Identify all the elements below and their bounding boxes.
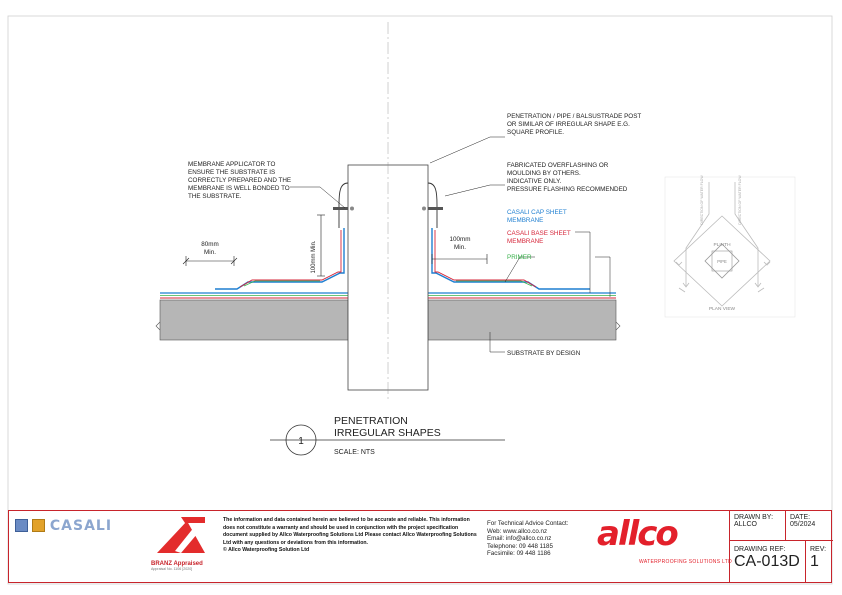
- detail-title-line2: IRREGULAR SHAPES: [334, 427, 441, 439]
- disclaimer-text: The information and data contained herein are believed to be accurate and reliable. This information does not constitute a warranty and should be used in conjunction with the project specification document supplied by Allco Waterproofing Solutions Ltd Please contact Allco Waterproofing Solutions Ltd with any questions or deviations from this information. © Allco Waterproofing Solution Ltd: [223, 517, 477, 553]
- title-block: [8, 510, 832, 583]
- info-grid: [729, 511, 833, 582]
- detail-scale: SCALE: NTS: [334, 449, 375, 456]
- casali-logo: CASALI: [15, 517, 145, 537]
- plan-flow-right: DIRECTION OF WATER FLOW: [738, 175, 742, 225]
- detail-number: 1: [298, 436, 304, 447]
- membrane-layers-left: [160, 228, 348, 298]
- svg-text:INDICATIVE ONLY.: INDICATIVE ONLY.: [507, 178, 562, 185]
- annotation-cap-sheet: [507, 209, 567, 224]
- plan-flow-left: DIRECTION OF WATER FLOW: [700, 175, 704, 225]
- dimension-80mm: [183, 256, 237, 266]
- plan-pipe-label: PIPE: [717, 259, 727, 264]
- annotation-penetration: [507, 113, 641, 136]
- svg-text:CASALI CAP SHEET: CASALI CAP SHEET: [507, 209, 567, 216]
- drawn-by-value: ALLCO: [734, 521, 757, 528]
- drawing-ref-value: CA-013D: [734, 553, 800, 570]
- annotation-primer: PRIMER: [507, 254, 532, 261]
- svg-text:SQUARE PROFILE.: SQUARE PROFILE.: [507, 129, 565, 136]
- dimension-100mm-right: [432, 254, 487, 264]
- svg-text:ENSURE THE SUBSTRATE IS: ENSURE THE SUBSTRATE IS: [188, 169, 276, 176]
- svg-text:PENETRATION / PIPE / BALSUSTRA: PENETRATION / PIPE / BALSUSTRADE POST: [507, 113, 642, 120]
- copyright-text: © Allco Waterproofing Solution Ltd: [223, 547, 310, 553]
- date-value: 05/2024: [790, 521, 816, 528]
- svg-text:MEMBRANE: MEMBRANE: [507, 217, 544, 224]
- svg-text:Min.: Min.: [454, 244, 466, 251]
- svg-text:OR SIMILAR OF IRREGULAR SHAPE: OR SIMILAR OF IRREGULAR SHAPE E.G.: [507, 121, 630, 128]
- web-link[interactable]: Web: www.allco.co.nz: [487, 527, 548, 535]
- plan-view-label: PLAN VIEW: [708, 307, 736, 312]
- svg-text:THE SUBSTRATE.: THE SUBSTRATE.: [188, 193, 242, 200]
- plan-plinth-label: PLINTH: [713, 243, 731, 248]
- rev-value: 1: [810, 553, 819, 570]
- svg-text:CASALI BASE SHEET: CASALI BASE SHEET: [507, 230, 571, 237]
- svg-text:80mm: 80mm: [201, 241, 219, 248]
- svg-text:MEMBRANE APPLICATOR TO: MEMBRANE APPLICATOR TO: [188, 161, 276, 168]
- label-dim-80: [201, 241, 219, 256]
- annotation-overflashing: [507, 162, 628, 193]
- contact-block: For Technical Advice Contact: Web: www.allco.co.nz Email: info@allco.co.nz Telephone: 09 448 1185 Facsimile: 09 448 1186: [487, 520, 597, 558]
- svg-text:PRESSURE FLASHING RECOMMENDED: PRESSURE FLASHING RECOMMENDED: [507, 186, 628, 193]
- casali-icon-2: [32, 519, 45, 532]
- detail-title: [270, 415, 505, 456]
- casali-icon: [15, 519, 28, 532]
- detail-title-line1: PENETRATION: [334, 415, 408, 427]
- branz-mark-icon: [151, 513, 211, 555]
- penetration-post: [348, 22, 428, 400]
- svg-text:CORRECTLY PREPARED AND THE: CORRECTLY PREPARED AND THE: [188, 177, 292, 184]
- svg-text:MOULDING BY OTHERS.: MOULDING BY OTHERS.: [507, 170, 581, 177]
- date-label: DATE:: [790, 514, 811, 521]
- drawn-by-label: DRAWN BY:: [734, 514, 774, 521]
- plan-view: [665, 175, 795, 317]
- svg-text:Min.: Min.: [204, 249, 216, 256]
- svg-text:MEMBRANE: MEMBRANE: [507, 238, 544, 245]
- svg-text:100mm: 100mm: [449, 236, 471, 243]
- email-link[interactable]: Email: info@allco.co.nz: [487, 535, 552, 542]
- rev-label: REV:: [810, 546, 827, 553]
- label-dim-100-right: [450, 236, 471, 251]
- allco-logo: allco WATERPROOFING SOLUTIONS LTD: [597, 514, 733, 565]
- dimension-100mm-left: [317, 215, 325, 276]
- annotation-substrate: SUBSTRATE BY DESIGN: [507, 350, 581, 357]
- svg-text:MEMBRANE IS WELL BONDED TO: MEMBRANE IS WELL BONDED TO: [188, 185, 290, 192]
- branz-logo: BRANZ Appraised Appraisal No. 1106 [2020]: [151, 513, 219, 581]
- annotation-base-sheet: [507, 230, 571, 245]
- label-dim-100-left: 100mm Min.: [311, 240, 317, 274]
- svg-text:FABRICATED OVERFLASHING OR: FABRICATED OVERFLASHING OR: [507, 162, 609, 169]
- drawing-ref-label: DRAWING REF:: [734, 546, 786, 553]
- annotation-applicator: [188, 161, 291, 200]
